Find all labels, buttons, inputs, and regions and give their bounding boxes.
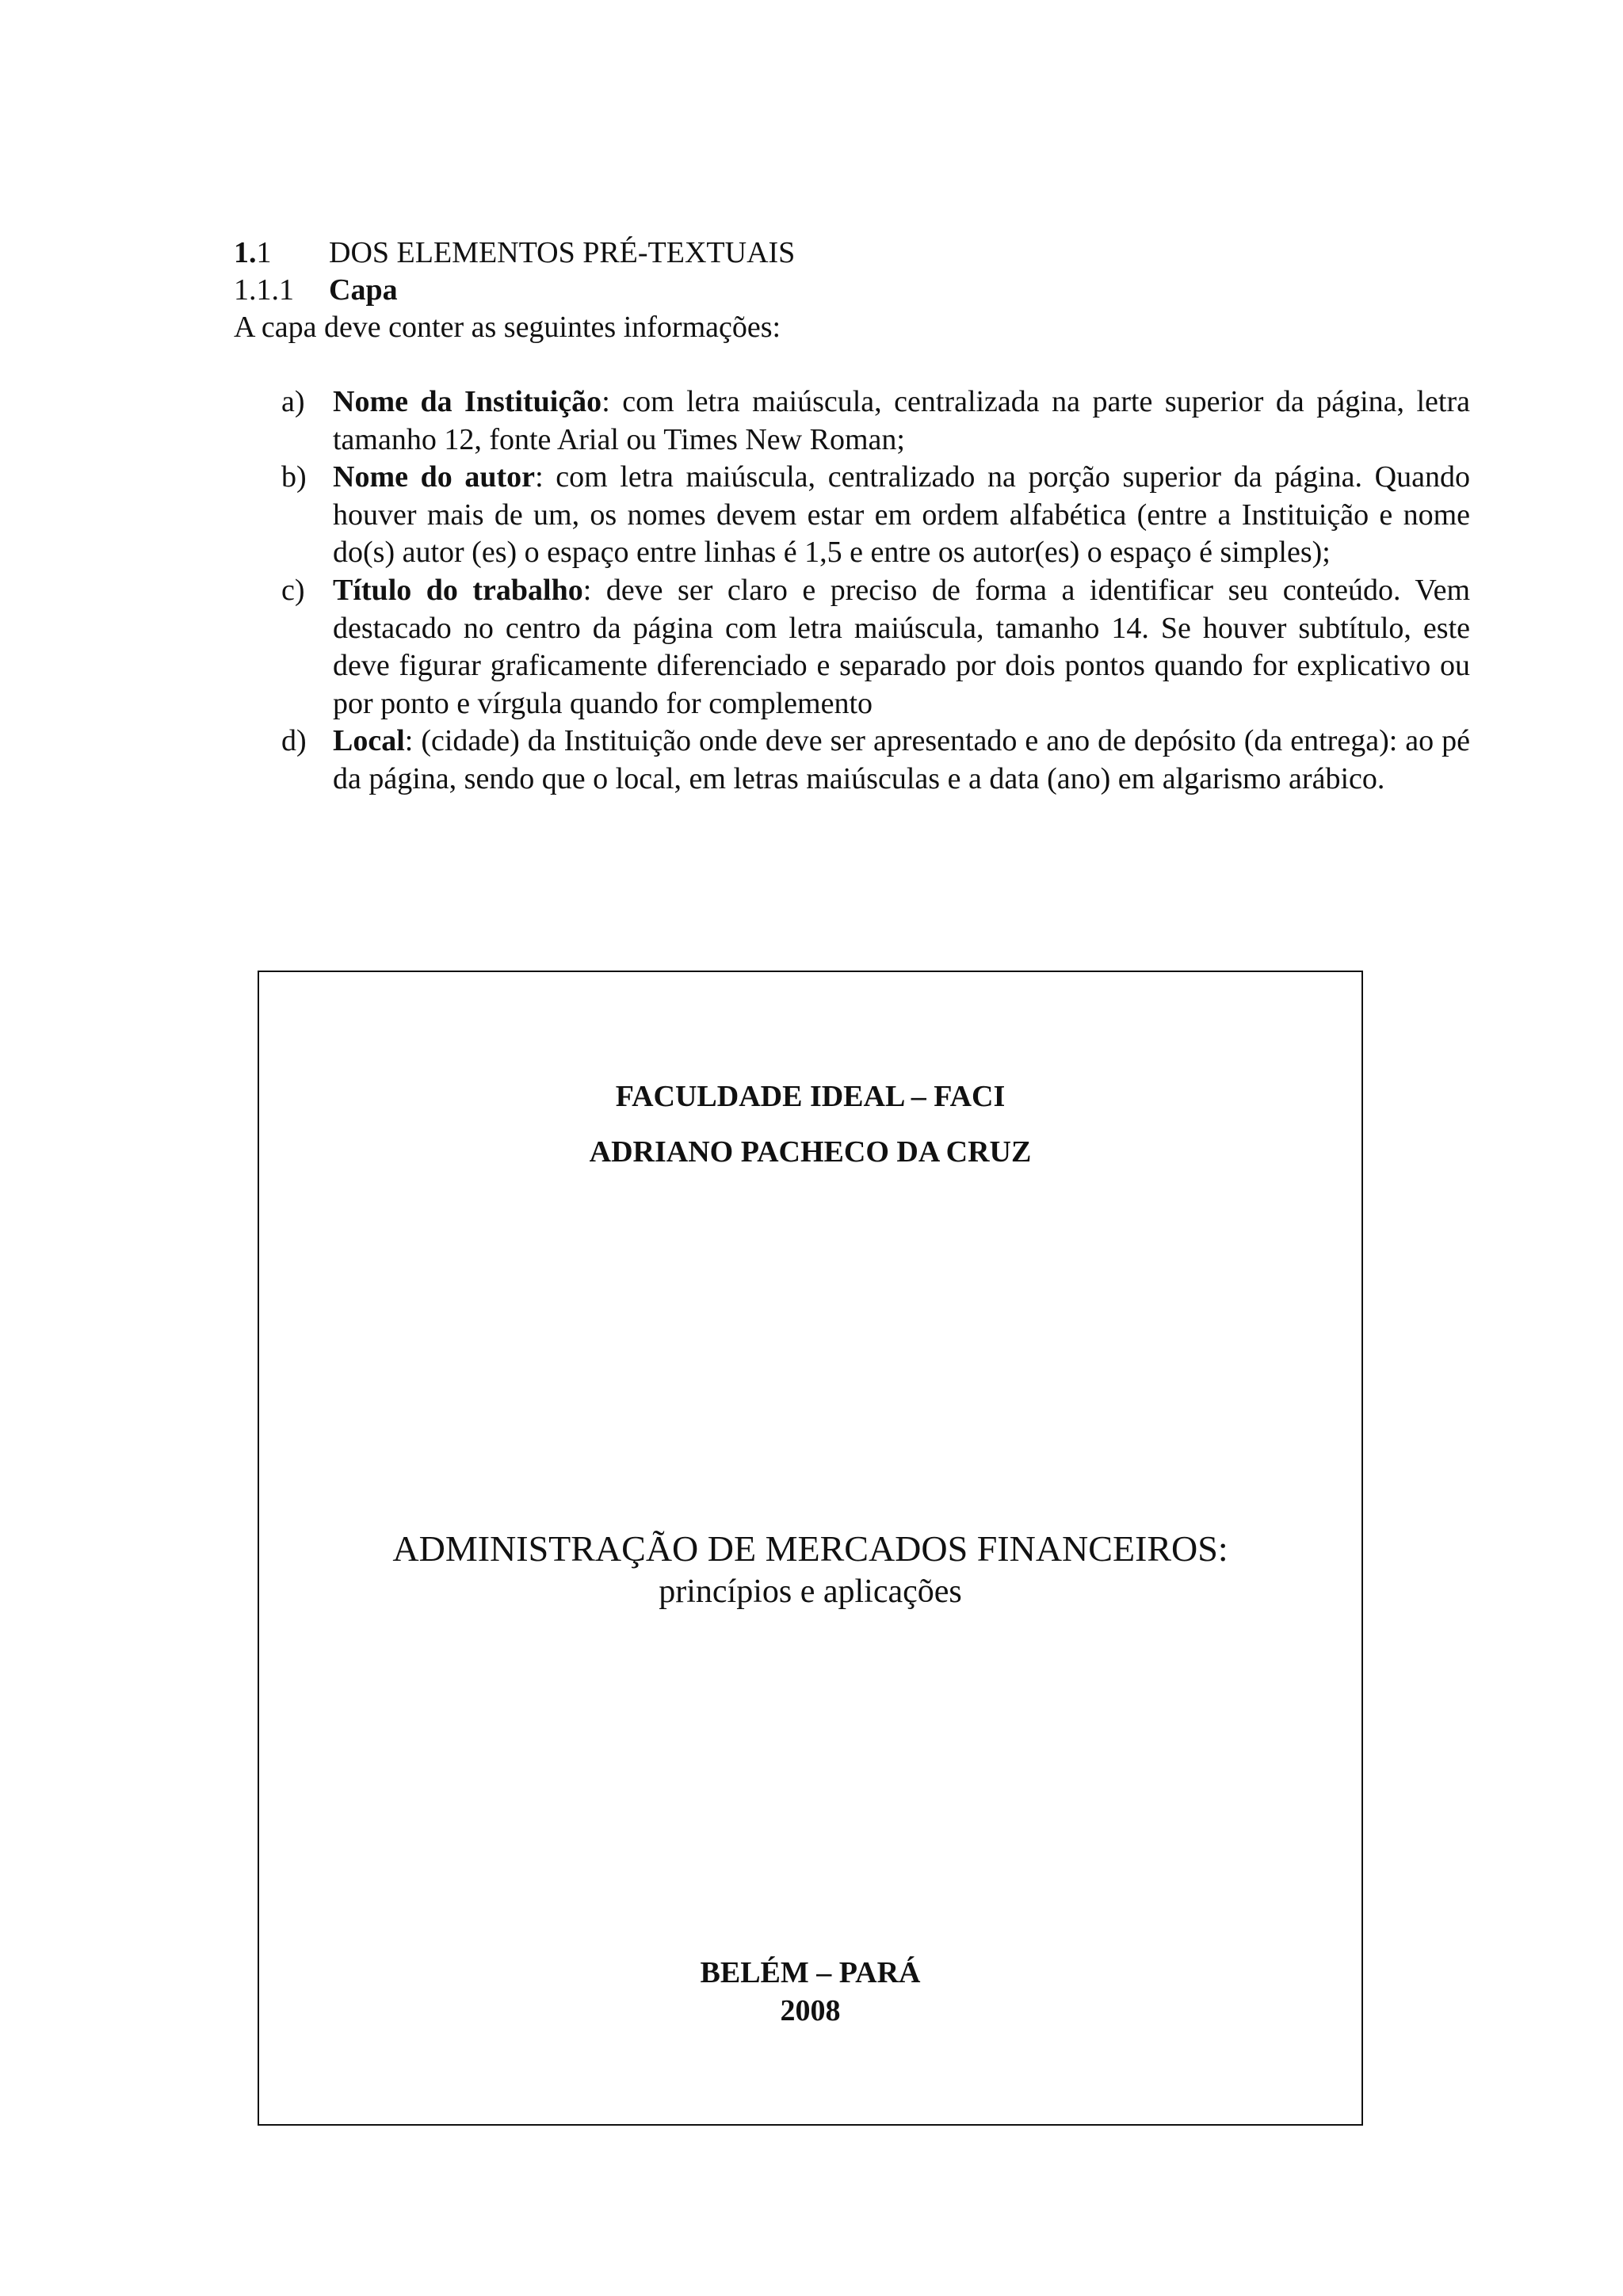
list-item	[281, 723, 1470, 798]
list-item-term: Nome da Instituição	[333, 385, 602, 418]
cover-city: BELÉM – PARÁ	[700, 1956, 921, 1989]
requirements-list	[281, 383, 1470, 799]
subsection-heading-number: 1.1.1	[234, 273, 294, 307]
list-marker: d)	[281, 724, 307, 758]
subsection-heading	[234, 272, 398, 308]
list-item	[281, 572, 1470, 723]
list-marker: c)	[281, 573, 305, 607]
list-item-term: Nome do autor	[333, 460, 536, 494]
cover-author: ADRIANO PACHECO DA CRUZ	[589, 1135, 1032, 1169]
list-item-text: : (cidade) da Instituição onde deve ser apresentado e ano de depósito (da entrega): ao pé da página, sendo que o local, em letras maiúsculas e a data (ano) em algarismo arábico.	[333, 724, 1470, 795]
list-marker: b)	[281, 460, 307, 494]
cover-institution: FACULDADE IDEAL – FACI	[615, 1080, 1006, 1113]
list-item-term: Local	[333, 724, 405, 758]
cover-title-separator: :	[1217, 1528, 1228, 1569]
subsection-heading-text: Capa	[329, 273, 398, 307]
list-item	[281, 383, 1470, 459]
list-item-term: Título do trabalho	[333, 573, 583, 607]
cover-subtitle: princípios e aplicações	[659, 1573, 962, 1610]
cover-title	[259, 1527, 1361, 1571]
list-marker: a)	[281, 385, 305, 418]
list-item-text: : com letra maiúscula, centralizado na porção superior da página. Quando houver mais de um, os nomes devem estar em ordem alfabética (entre a Instituição e nome do(s) autor (es) o espaço entre linhas é 1,5 e entre os autor(es) o espaço é simples);	[333, 460, 1470, 570]
cover-year: 2008	[780, 1994, 841, 2027]
list-item-text: : deve ser claro e preciso de forma a identificar seu conteúdo. Vem destacado no centro da página com letra maiúscula, tamanho 14. Se houver subtítulo, este deve figurar graficamente diferenciado e separado por dois pontos quando for explicativo ou por ponto e vírgula quando for complemento	[333, 573, 1470, 720]
list-item	[281, 459, 1470, 572]
section-heading-number: 1.1	[234, 236, 272, 269]
intro-paragraph: A capa deve conter as seguintes informações:	[234, 311, 781, 344]
cover-example-frame	[258, 971, 1363, 2126]
list-item-text: : com letra maiúscula, centralizada na parte superior da página, letra tamanho 12, fonte Arial ou Times New Roman;	[333, 385, 1470, 456]
section-heading	[234, 235, 795, 271]
cover-title-text: ADMINISTRAÇÃO DE MERCADOS FINANCEIROS	[392, 1528, 1218, 1569]
section-heading-text: DOS ELEMENTOS PRÉ-TEXTUAIS	[329, 236, 796, 269]
